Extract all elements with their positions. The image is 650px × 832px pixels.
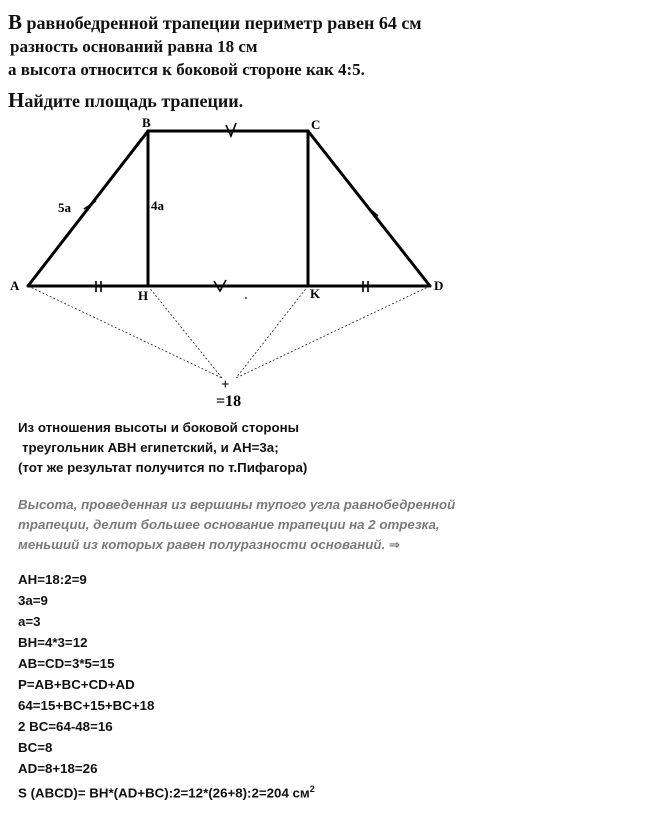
- area-formula-text: S (ABCD)= BH*(AD+BC):2=12*(26+8):2=204 см: [18, 785, 310, 801]
- theorem-line-1: Высота, проведенная из вершины тупого угла равнобедренной: [18, 497, 456, 512]
- solution-step-9: BC=8: [18, 740, 53, 755]
- label-d: D: [434, 278, 444, 293]
- solution-step-5: AB=CD=3*5=15: [18, 656, 115, 671]
- dashed-line-d: [236, 286, 430, 378]
- label-a: A: [10, 278, 20, 293]
- solution-step-10: AD=8+18=26: [18, 761, 98, 776]
- solution-step-2: 3a=9: [18, 593, 48, 608]
- problem-line-1-text: равнобедренной трапеции периметр равен 64 см: [22, 13, 422, 33]
- label-k: K: [310, 286, 321, 301]
- problem-line-1-initial: В: [8, 10, 23, 34]
- solution-step-1: AH=18:2=9: [18, 572, 87, 587]
- dashed-line-a: [28, 286, 222, 378]
- label-h: H: [138, 288, 149, 303]
- problem-question-text: айдите площадь трапеции.: [24, 91, 244, 111]
- explanation-line-3: (тот же результат получится по т.Пифагора): [18, 460, 308, 475]
- dashed-line-h: [148, 286, 222, 378]
- solution-step-6: P=AB+BC+CD+AD: [18, 677, 135, 692]
- label-plus: +: [221, 377, 230, 393]
- tick-marks: [84, 123, 378, 292]
- area-unit-exponent: 2: [309, 784, 315, 794]
- solution-step-4: BH=4*3=12: [18, 635, 88, 650]
- problem-line-3: а высота относится к боковой стороне как 4:5.: [8, 60, 365, 79]
- solution-step-7: 64=15+BC+15+BC+18: [18, 698, 155, 713]
- solution-step-8: 2 BC=64-48=16: [18, 719, 113, 734]
- label-b: B: [142, 115, 151, 130]
- explanation-line-1: Из отношения высоты и боковой стороны: [18, 420, 300, 435]
- theorem-line-3: меньший из которых равен полуразности оснований. ⇒: [18, 537, 401, 552]
- label-side-5a: 5a: [58, 200, 71, 215]
- construction-lines: [28, 286, 430, 378]
- label-c: C: [311, 117, 321, 132]
- theorem-line-2: трапеции, делит большее основание трапеции на 2 отрезка,: [18, 517, 440, 532]
- solution-area-formula: [18, 784, 315, 800]
- problem-line-2: разность оснований равна 18 см: [10, 37, 258, 56]
- label-sum-18: =18: [216, 393, 242, 410]
- stray-dot: [245, 297, 247, 299]
- label-height-4a: 4a: [151, 198, 164, 213]
- explanation-line-2: треугольник ABH египетский, и AH=3a;: [22, 440, 279, 455]
- side-ab: [28, 131, 148, 286]
- solution-step-3: a=3: [18, 614, 41, 629]
- dashed-line-k: [236, 286, 308, 378]
- problem-question-initial: Н: [8, 88, 25, 112]
